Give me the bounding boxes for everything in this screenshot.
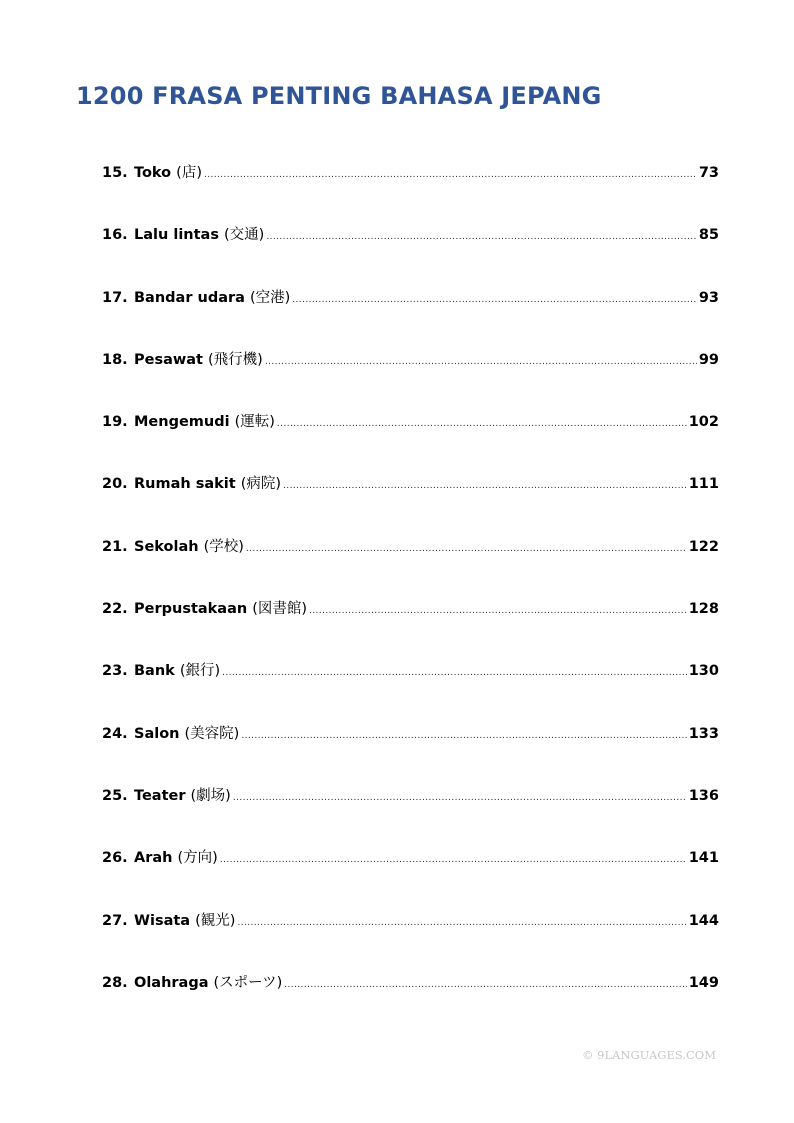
- toc-entry-label: Sekolah: [134, 538, 199, 555]
- toc-entry-number: 22.: [102, 601, 128, 618]
- toc-entry-number: 21.: [102, 538, 128, 555]
- toc-entry-label: Arah: [134, 850, 173, 867]
- toc-entry-japanese: (劇场): [190, 787, 231, 804]
- toc-entry-label: Teater: [134, 787, 186, 804]
- toc-dot-leader: [204, 162, 697, 188]
- toc-entry[interactable]: [102, 658, 719, 720]
- toc-dot-leader: [284, 972, 686, 998]
- toc-entry-label: Bank: [134, 663, 175, 680]
- toc-entry-page: 111: [688, 476, 719, 493]
- toc-entry-page: 99: [698, 351, 719, 368]
- toc-dot-leader: [266, 224, 697, 250]
- toc-entry-number: 28.: [102, 974, 128, 991]
- toc-entry-japanese: (銀行): [179, 663, 221, 680]
- toc-entry-label: Pesawat: [134, 351, 203, 368]
- toc-entry-label: Olahraga: [134, 974, 209, 991]
- table-of-contents: [102, 160, 719, 1032]
- toc-entry-page: 141: [688, 850, 719, 867]
- toc-entry[interactable]: [102, 596, 719, 658]
- toc-entry-label: Perpustakaan: [134, 601, 248, 618]
- toc-entry-page: 128: [688, 601, 719, 618]
- toc-entry-label: Toko: [134, 165, 172, 181]
- toc-entry[interactable]: [102, 347, 719, 409]
- toc-entry[interactable]: [102, 222, 719, 284]
- page-title: 1200 FRASA PENTING BAHASA JEPANG: [76, 82, 602, 110]
- toc-entry-page: 122: [688, 538, 719, 555]
- toc-entry-japanese: (観光): [195, 912, 236, 929]
- toc-entry-japanese: (方向): [177, 850, 218, 867]
- toc-dot-leader: [233, 785, 687, 811]
- toc-entry[interactable]: [102, 845, 719, 907]
- toc-entry-number: 15.: [102, 165, 128, 181]
- toc-entry-label: Rumah sakit: [134, 476, 236, 493]
- toc-entry-page: 130: [688, 663, 719, 680]
- toc-dot-leader: [220, 847, 687, 873]
- toc-dot-leader: [309, 598, 687, 624]
- toc-entry-japanese: (病院): [240, 476, 282, 493]
- toc-entry-number: 16.: [102, 227, 128, 244]
- toc-dot-leader: [222, 660, 687, 686]
- toc-entry[interactable]: [102, 471, 719, 533]
- toc-entry-label: Bandar udara: [134, 289, 245, 306]
- toc-entry-page: 136: [688, 787, 719, 804]
- toc-entry-japanese: (図書館): [252, 601, 308, 618]
- toc-entry-label: Lalu lintas: [134, 227, 219, 244]
- toc-entry-japanese: (交通): [223, 227, 265, 244]
- toc-entry-japanese: (空港): [249, 289, 291, 306]
- toc-entry-japanese: (美容院): [184, 725, 240, 742]
- toc-entry-page: 85: [698, 227, 719, 244]
- toc-entry-number: 20.: [102, 476, 128, 493]
- toc-entry-japanese: (学校): [203, 538, 244, 555]
- toc-dot-leader: [237, 910, 686, 936]
- toc-entry-japanese: (店): [176, 165, 202, 181]
- toc-dot-leader: [277, 411, 687, 437]
- copyright-watermark: © 9LANGUAGES.COM: [581, 1048, 716, 1062]
- toc-entry-page: 102: [688, 414, 719, 431]
- toc-entry[interactable]: [102, 908, 719, 970]
- toc-dot-leader: [265, 349, 697, 375]
- toc-dot-leader: [246, 536, 687, 562]
- toc-entry-number: 17.: [102, 289, 128, 306]
- toc-entry-japanese: (スポーツ): [213, 974, 283, 991]
- toc-entry-japanese: (飛行機): [208, 351, 263, 368]
- toc-entry[interactable]: [102, 534, 719, 596]
- toc-entry-japanese: (運転): [234, 414, 275, 431]
- toc-entry-number: 19.: [102, 414, 128, 431]
- toc-entry-number: 23.: [102, 663, 128, 680]
- toc-entry-number: 26.: [102, 850, 128, 867]
- toc-entry-label: Wisata: [134, 912, 191, 929]
- toc-entry-number: 24.: [102, 725, 128, 742]
- toc-entry-number: 27.: [102, 912, 128, 929]
- toc-entry-page: 133: [688, 725, 719, 742]
- toc-entry[interactable]: [102, 409, 719, 471]
- toc-entry-page: 144: [688, 912, 719, 929]
- toc-entry-page: 73: [698, 165, 719, 181]
- toc-entry[interactable]: [102, 160, 719, 222]
- toc-entry-page: 93: [698, 289, 719, 306]
- toc-dot-leader: [292, 287, 697, 313]
- toc-entry[interactable]: [102, 783, 719, 845]
- toc-entry-label: Mengemudi: [134, 414, 230, 431]
- toc-entry-label: Salon: [134, 725, 180, 742]
- toc-dot-leader: [283, 473, 687, 499]
- toc-entry-page: 149: [688, 974, 719, 991]
- toc-entry[interactable]: [102, 721, 719, 783]
- toc-entry[interactable]: [102, 970, 719, 1032]
- toc-entry-number: 18.: [102, 351, 128, 368]
- toc-entry-number: 25.: [102, 787, 128, 804]
- toc-entry[interactable]: [102, 285, 719, 347]
- toc-dot-leader: [241, 723, 686, 749]
